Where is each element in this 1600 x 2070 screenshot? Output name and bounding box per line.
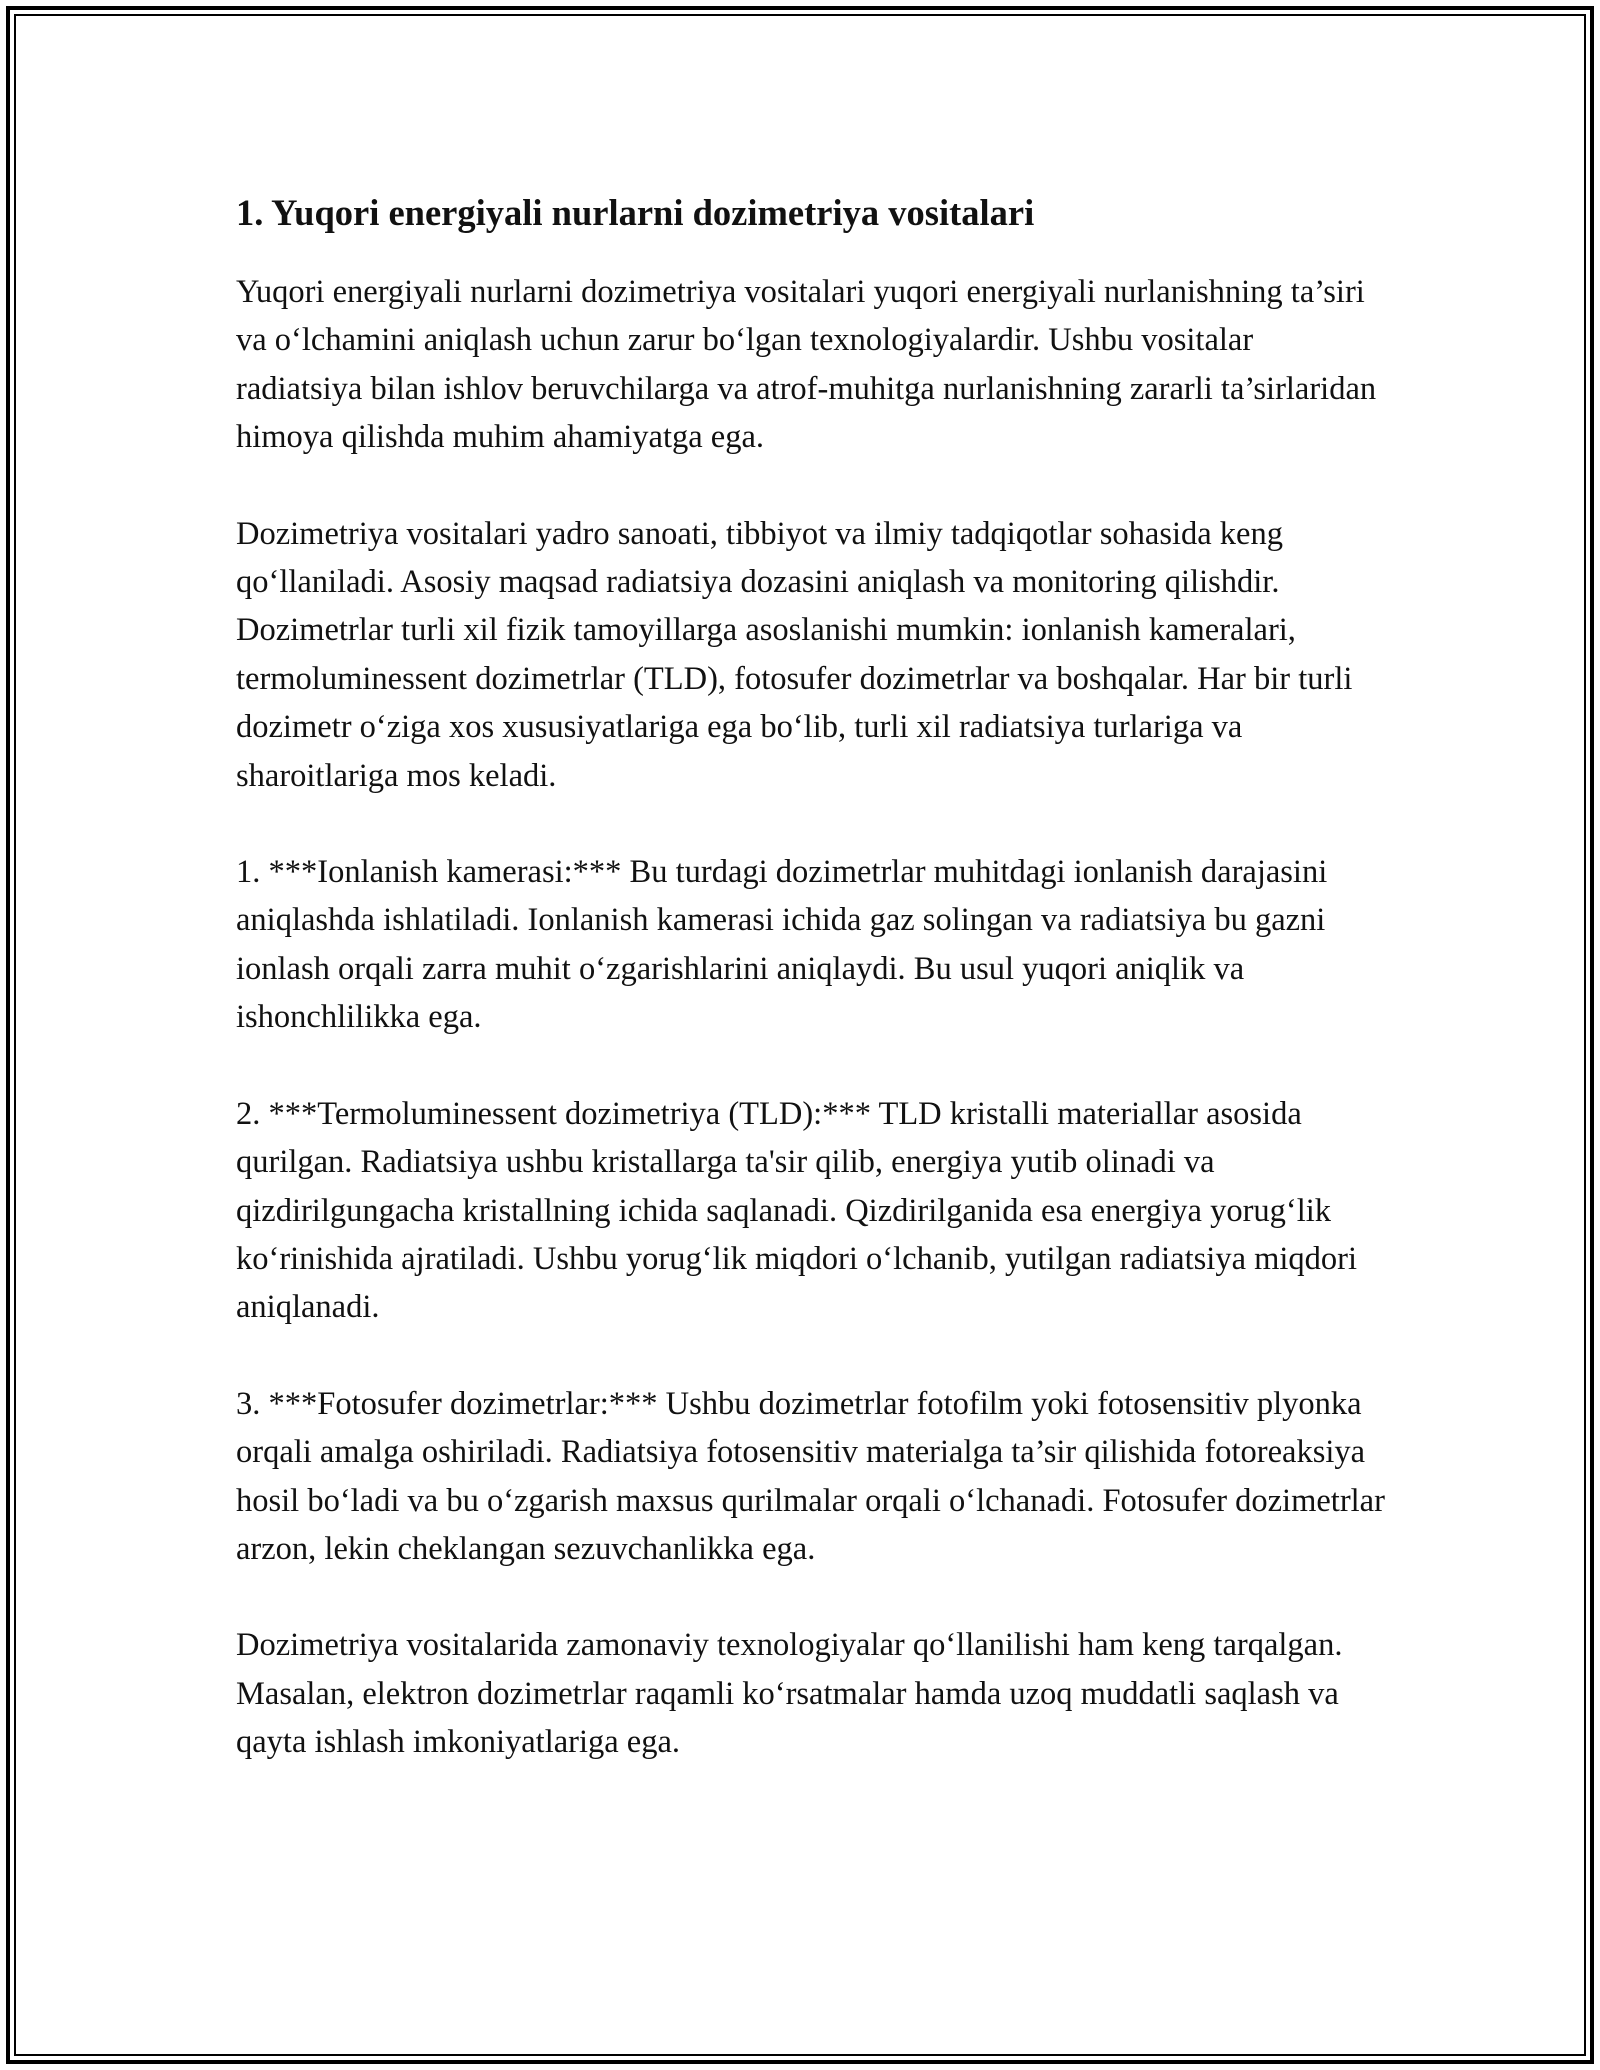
paragraph-usage: Dozimetriya vositalari yadro sanoati, tibbiyot va ilmiy tadqiqotlar sohasida keng qo‘llaniladi. Asosiy maqsad radiatsiya dozasini aniqlash va monitoring qilishdir. Dozimetrlar turli xil fizik tamoyillarga asoslanishi mumkin: ionlanish kameralari, termoluminessent dozimetrlar (TLD), fotosufer dozimetrlar va boshqalar. Har bir turli dozimetr o‘ziga xos xususiyatlariga ega bo‘lib, turli xil radiatsiya turlariga va sharoitlariga mos keladi.: [236, 515, 1353, 794]
paragraph-modern-technologies: Dozimetriya vositalarida zamonaviy texnologiyalar qo‘llanilishi ham keng tarqalgan. Masalan, elektron dozimetrlar raqamli ko‘rsatmalar hamda uzoq muddatli saqlash va qayta ishlash imkoniyatlariga ega.: [236, 1627, 1343, 1761]
paragraph-photographic-dosimeters: 3. ***Fotosufer dozimetrlar:*** Ushbu dozimetrlar fotofilm yoki fotosensitiv plyonka orqali amalga oshiriladi. Radiatsiya fotosensitiv materialga ta’sir qilishida fotoreaksiya hosil bo‘ladi va bu o‘zgarish maxsus qurilmalar orqali o‘lchanadi. Fotosufer dozimetrlar arzon, lekin cheklangan sezuvchanlikka ega.: [236, 1385, 1385, 1567]
document-title: 1. Yuqori energiyali nurlarni dozimetriya vositalari: [236, 192, 1035, 233]
paragraph-ionization-chamber: 1. ***Ionlanish kamerasi:*** Bu turdagi dozimetrlar muhitdagi ionlanish darajasini aniqlashda ishlatiladi. Ionlanish kamerasi ichida gaz solingan va radiatsiya bu gazni ionlash orqali zarra muhit o‘zgarishlarini aniqlaydi. Bu usul yuqori aniqlik va ishonchlilikka ega.: [236, 854, 1328, 1036]
paragraph-intro: Yuqori energiyali nurlarni dozimetriya vositalari yuqori energiyali nurlanishning ta’siri va o‘lchamini aniqlash uchun zarur bo‘lgan texnologiyalardir. Ushbu vositalar radiatsiya bilan ishlov beruvchilarga va atrof-muhitga nurlanishning zararli ta’sirlaridan himoya qilishda muhim ahamiyatga ega.: [236, 274, 1377, 456]
document-body: [236, 184, 1386, 1767]
paragraph-tld: 2. ***Termoluminessent dozimetriya (TLD):*** TLD kristalli materiallar asosida qurilgan. Radiatsiya ushbu kristallarga ta'sir qilib, energiya yutib olinadi va qizdirilgungacha kristallning ichida saqlanadi. Qizdirilganida esa energiya yorug‘lik ko‘rinishida ajratiladi. Ushbu yorug‘lik miqdori o‘lchanib, yutilgan radiatsiya miqdori aniqlanadi.: [236, 1095, 1358, 1326]
